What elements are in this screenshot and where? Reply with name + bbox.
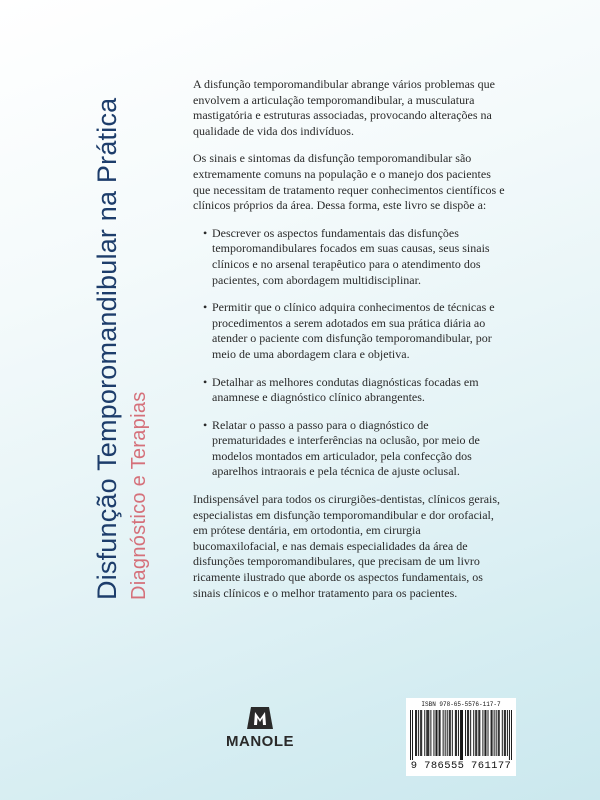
barcode-bar (439, 710, 440, 756)
barcode-bar (461, 710, 462, 760)
barcode-bar (478, 710, 479, 756)
barcode-bar (468, 710, 469, 756)
barcode-bar (502, 710, 503, 756)
paragraph-audience: Indispensável para todos os cirurgiões-dentistas, clínicos gerais, especialistas em disfunção temporomandibular e dor orofacial, em prótese dentária, em ortodontia, em cirurgia bucomaxilofacial, e nas demais especialidades da área de disfunções temporomandibulares, que precisam de um livro ricamente ilustrado que aborde os aspectos fundamentais, os sinais clínicos e o melhor tratamento para os pacientes. (193, 492, 501, 600)
barcode-bar (443, 710, 444, 756)
isbn-label: ISBN 978-65-5576-117-7 (421, 701, 501, 708)
barcode-bar (428, 710, 429, 756)
barcode-bar (440, 710, 441, 756)
barcode-bar (455, 710, 456, 756)
barcode-bar (452, 710, 453, 756)
barcode-bar (421, 710, 422, 756)
bullet-item: • Detalhar as melhores condutas diagnósticas focadas em anamnese e diagnóstico clínico abrangentes. (203, 375, 505, 406)
barcode-bar (504, 710, 505, 756)
bullet-item: • Relatar o passo a passo para o diagnóstico de prematuridades e interferências na oclusão, por meio de modelos montados em articulador, pela confecção dos aparelhos intraorais e pela técnica de ajuste oclusal. (203, 418, 505, 480)
barcode-bar (437, 710, 438, 756)
barcode-bar (507, 710, 508, 756)
barcode-bar (456, 710, 457, 756)
bullet-list (203, 226, 505, 480)
barcode-bar (465, 710, 466, 756)
barcode-digits: 9 786555 761177 (410, 760, 512, 772)
barcode-bar (505, 710, 506, 756)
barcode-bar (476, 710, 477, 756)
barcode-bar (410, 710, 411, 760)
barcode-bar (496, 710, 497, 756)
barcode-bar (420, 710, 421, 756)
barcode-bar (499, 710, 500, 756)
barcode-bar (450, 710, 451, 756)
barcode-bar (427, 710, 428, 756)
barcode-bar (473, 710, 474, 756)
paragraph-intro: A disfunção temporomandibular abrange vários problemas que envolvem a articulação temporomandibular, a musculatura mastigatória e estruturas associadas, provocando alterações na qualidade de vida dos indivíduos. (193, 77, 495, 138)
barcode-bar (418, 710, 419, 756)
barcode-bar (458, 710, 459, 756)
barcode-bar (416, 710, 417, 756)
barcode-bar (482, 710, 483, 756)
publisher-logo (215, 703, 305, 750)
barcode-bar (447, 710, 448, 756)
barcode-bar (433, 710, 434, 756)
barcode-bar (467, 710, 468, 756)
book-title: Disfunção Temporomandibular na Prática (92, 97, 122, 600)
barcode-bar (412, 710, 413, 760)
barcode-bar (462, 710, 463, 760)
barcode-bar (475, 710, 476, 756)
bullet-item: • Descrever os aspectos fundamentais das disfunções temporomandibulares focados em suas causas, seus sinais clínicos e no arsenal terapêutico para o atendimento dos pacientes, com abordagem multidisciplinar. (203, 226, 505, 288)
barcode-bar (430, 710, 431, 756)
barcode-bar (424, 710, 425, 756)
barcode-bar (470, 710, 471, 756)
back-cover-text (193, 77, 505, 613)
barcode-bar (491, 710, 492, 756)
barcode-bar (485, 710, 486, 756)
barcode-bar (479, 710, 480, 756)
barcode (406, 698, 516, 776)
barcode-bar (498, 710, 499, 756)
barcode-bar (460, 710, 461, 760)
barcode-bar (449, 710, 450, 756)
paragraph-purpose: Os sinais e sintomas da disfunção temporomandibular são extremamente comuns na população e o manejo dos pacientes que necessitam de tratamento requer conhecimentos científicos e clínicos próprios da área. Dessa forma, este livro se dispõe a: (193, 151, 505, 213)
publisher-emblem-icon (245, 703, 275, 731)
barcode-bar (484, 710, 485, 756)
barcode-bar (511, 710, 512, 760)
barcode-bar (492, 710, 493, 756)
bullet-item: • Permitir que o clínico adquira conhecimentos de técnicas e procedimentos a serem adotados em sua prática diária ao atender o paciente com disfunção temporomandibular, por meio de uma abordagem clara e objetiva. (203, 300, 505, 362)
barcode-bar (509, 710, 510, 760)
barcode-bar (494, 710, 495, 756)
book-subtitle: Diagnóstico e Terapias (128, 391, 150, 600)
publisher-name: MANOLE (226, 733, 294, 750)
barcode-bar (445, 710, 446, 756)
barcode-bar (488, 710, 489, 756)
barcode-bar (415, 710, 416, 756)
barcode-bars (410, 710, 512, 760)
barcode-bar (426, 710, 427, 756)
barcode-bar (436, 710, 437, 756)
